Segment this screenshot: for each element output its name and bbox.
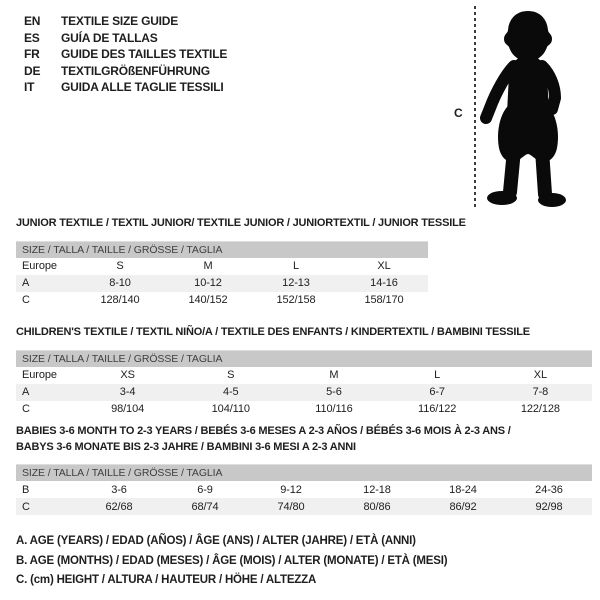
size-value-cell: 10-12 <box>194 277 222 289</box>
size-table <box>16 241 428 309</box>
size-table <box>16 464 592 515</box>
size-value-cell: 4-5 <box>222 386 239 398</box>
size-value-cell: 3-6 <box>111 483 127 496</box>
language-title-list <box>24 13 227 96</box>
language-title: GUIDE DES TAILLES TEXTILE <box>61 47 228 61</box>
size-value-cell: 18-24 <box>449 483 477 496</box>
language-row <box>24 79 227 96</box>
size-value-cell: 6-9 <box>197 483 213 496</box>
row-label-cell: C <box>22 294 30 306</box>
language-code: IT <box>24 80 35 94</box>
junior-table-title <box>16 216 466 232</box>
size-value-cell: 12-18 <box>363 483 391 496</box>
size-value-cell: 128/140 <box>100 294 140 306</box>
size-value-cell: 62/68 <box>105 500 133 513</box>
table-row <box>16 292 428 309</box>
size-header-bar: SIZE / TALLA / TAILLE / GRÖSSE / TAGLIA <box>16 350 592 367</box>
size-header-bar: SIZE / TALLA / TAILLE / GRÖSSE / TAGLIA <box>16 465 592 482</box>
size-value-cell: M <box>329 369 339 381</box>
language-title: TEXTILE SIZE GUIDE <box>61 14 179 28</box>
footnote-line: C. (cm) HEIGHT / ALTURA / HAUTEUR / HÖHE / ALTEZZA <box>16 574 317 586</box>
language-code: DE <box>24 63 41 78</box>
size-value-cell: 5-6 <box>326 386 342 398</box>
language-row <box>24 46 227 63</box>
language-row <box>24 63 227 80</box>
height-measure-label: C <box>454 106 463 120</box>
size-value-cell: 86/92 <box>449 500 477 513</box>
size-value-cell: 24-36 <box>535 483 563 496</box>
table-title-line: BABYS 3-6 MONATE BIS 2-3 JAHRE / BAMBINI 3-6 MESI A 2-3 ANNI <box>16 440 356 453</box>
language-title: GUIDA ALLE TAGLIE TESSILI <box>61 80 224 94</box>
row-label-cell: A <box>22 386 30 398</box>
size-table <box>16 350 592 418</box>
size-value-cell: 116/122 <box>418 403 457 415</box>
height-measure-line <box>474 6 476 208</box>
table-row <box>16 275 428 292</box>
table-title-line: CHILDREN'S TEXTILE / TEXTIL NIÑO/A / TEXTILE DES ENFANTS / KINDERTEXTIL / BAMBINI TESSILE <box>16 326 530 338</box>
row-label-cell: Europe <box>22 260 57 272</box>
row-label-cell: C <box>22 403 30 415</box>
children-table-title <box>16 325 592 341</box>
size-value-cell: 98/104 <box>111 403 145 415</box>
size-value-cell: 7-8 <box>532 386 549 398</box>
babies-textile-section <box>16 424 592 515</box>
size-value-cell: S <box>116 260 124 272</box>
size-value-cell: S <box>227 369 235 381</box>
children-textile-section <box>16 325 592 418</box>
footnote-line: A. AGE (YEARS) / EDAD (AÑOS) / ÂGE (ANS) / ALTER (JAHRE) / ETÀ (ANNI) <box>16 535 416 547</box>
size-value-cell: 152/158 <box>276 294 316 306</box>
size-value-cell: 92/98 <box>535 500 563 513</box>
size-value-cell: 110/116 <box>315 403 353 415</box>
babies-table-title <box>16 424 592 455</box>
language-code: EN <box>24 14 41 28</box>
table-row <box>16 481 592 498</box>
size-value-cell: 6-7 <box>429 386 445 398</box>
size-value-cell: 8-10 <box>109 277 131 289</box>
footnote-legend <box>16 532 447 591</box>
size-value-cell: 9-12 <box>280 483 302 496</box>
table-row <box>16 384 592 401</box>
language-code: ES <box>24 30 40 45</box>
language-row <box>24 30 227 47</box>
row-label-cell: B <box>22 483 30 496</box>
size-value-cell: L <box>434 369 441 381</box>
baby-silhouette-icon <box>478 8 573 208</box>
size-header-bar: SIZE / TALLA / TAILLE / GRÖSSE / TAGLIA <box>16 241 428 258</box>
footnote-line: B. AGE (MONTHS) / EDAD (MESES) / ÂGE (MOIS) / ALTER (MONATE) / ETÀ (MESI) <box>16 554 448 567</box>
language-code: FR <box>24 47 40 61</box>
size-value-cell: 122/128 <box>520 403 560 415</box>
table-row <box>16 367 592 384</box>
size-value-cell: M <box>203 260 213 272</box>
size-value-cell: 12-13 <box>282 277 310 289</box>
size-value-cell: 140/152 <box>188 294 228 306</box>
junior-textile-section <box>16 216 466 309</box>
table-title-line: JUNIOR TEXTILE / TEXTIL JUNIOR/ TEXTILE JUNIOR / JUNIORTEXTIL / JUNIOR TESSILE <box>16 217 466 229</box>
size-value-cell: 158/170 <box>364 294 404 306</box>
size-value-cell: 80/86 <box>363 500 391 513</box>
table-title-line: BABIES 3-6 MONTH TO 2-3 YEARS / BEBÉS 3-6 MESES A 2-3 AÑOS / BÉBÉS 3-6 MOIS À 2-3 ANS / <box>16 425 511 437</box>
language-row <box>24 13 227 30</box>
row-label-cell: Europe <box>22 369 57 381</box>
table-row <box>16 401 592 418</box>
size-value-cell: 14-16 <box>370 277 398 289</box>
size-value-cell: 74/80 <box>277 500 305 513</box>
row-label-cell: C <box>22 500 30 513</box>
size-value-cell: XL <box>377 260 391 272</box>
language-title: GUÍA DE TALLAS <box>61 30 158 45</box>
size-value-cell: 104/110 <box>211 403 250 415</box>
size-value-cell: L <box>292 260 300 272</box>
table-row <box>16 258 428 275</box>
language-title: TEXTILGRÖßENFÜHRUNG <box>61 63 210 78</box>
table-row <box>16 498 592 515</box>
size-value-cell: XL <box>533 369 547 381</box>
size-value-cell: 3-4 <box>119 386 136 398</box>
size-value-cell: XS <box>120 369 135 381</box>
row-label-cell: A <box>22 277 30 289</box>
size-value-cell: 68/74 <box>191 500 219 513</box>
